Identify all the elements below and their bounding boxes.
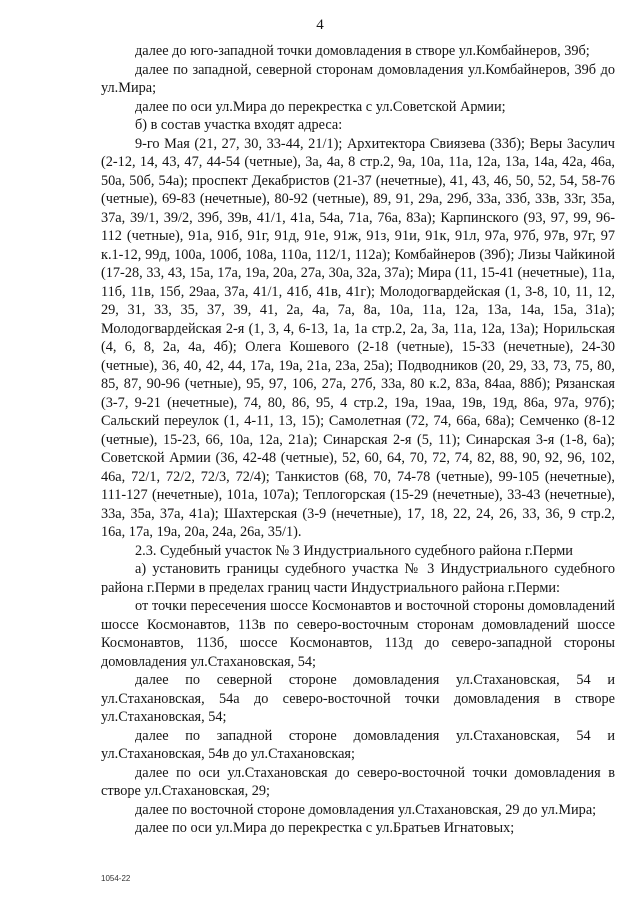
paragraph: от точки пересечения шоссе Космонавтов и восточной стороны домовладений шоссе Космонавтов, 113в по северо-восточным сторонам домовладений шоссе Космонавтов, 113б, шоссе Космонавтов, 113д до северо-западной стороны домовладения ул.Стахановская, 54; bbox=[101, 598, 615, 670]
page-number: 4 bbox=[316, 17, 324, 33]
section-heading: 2.3. Судебный участок № 3 Индустриального судебного района г.Перми bbox=[135, 542, 573, 559]
paragraph: далее по северной стороне домовладения ул.Стахановская, 54 и ул.Стахановская, 54а до северо-восточной точки домовладения в створе ул.Стахановская, 54; bbox=[101, 672, 615, 725]
document-body bbox=[101, 42, 615, 838]
paragraph: далее по оси ул.Стахановская до северо-восточной точки домовладения в створе ул.Стахановская, 29; bbox=[101, 764, 615, 799]
document-code: 1054-22 bbox=[101, 874, 131, 883]
paragraph: далее до юго-западной точки домовладения в створе ул.Комбайнеров, 39б; bbox=[135, 43, 590, 59]
paragraph: б) в состав участка входят адреса: bbox=[135, 117, 343, 133]
paragraph: далее по восточной стороне домовладения ул.Стахановская, 29 до ул.Мира; bbox=[135, 801, 597, 818]
paragraph: а) установить границы судебного участка № 3 Индустриального судебного района г.Перми в пределах границ части Индустриального района г.Перми: bbox=[101, 561, 615, 596]
paragraph: далее по оси ул.Мира до перекрестка с ул.Братьев Игнатовых; bbox=[135, 820, 515, 836]
paragraph: далее по западной, северной сторонам домовладения ул.Комбайнеров, 39б до ул.Мира; bbox=[101, 61, 615, 96]
address-list-paragraph: 9-го Мая (21, 27, 30, 33-44, 21/1); Архитектора Свиязева (33б); Веры Засулич (2-12, 14, 43, 47, 44-54 (четные), 3а, 4а, 8 стр.2, 9а, 10а, 11а, 12а, 13а, 14а, 42а, 46а, 50а, 50б, 54а); проспект Декабристов (21-37 (нечетные), 41, 43, 46, 50, 52, 54, 58-76 (четные), 69-83 (нечетные), 80-92 (четные), 89, 91, 29а, 29б, 33а, 33б, 33в, 33г, 35а, 37а, 39/1, 39/2, 39б, 39в, 41/1, 41а, 54а, 71а, 76а, 83а); Карпинского (93, 97, 99, 96-112 (четные), 91а, 91б, 91г, 91д, 91е, 91ж, 91з, 91и, 91к, 91л, 97а, 97б, 97в, 97г, 97 к.1-12, 99д, 100а, 100б, 108а, 110а, 112/1, 112а); Комбайнеров (39б); Лизы Чайкиной (17-28, 33, 43, 15а, 17а, 19а, 20а, 27а, 30а, 32а, 37а); Мира (11, 15-41 (нечетные), 11а, 11б, 11в, 15б, 29аа, 37а, 41/1, 41б, 41в, 41г); Молодогвардейская (1, 3-8, 10, 11, 12, 29, 31, 33, 35, 37, 39, 41, 2а, 4а, 7а, 8а, 10а, 11а, 12а, 13а, 14а, 15а, 31а); Молодогвардейская 2-я (1, 3, 4, 6-13, 1а, 1а стр.2, 2а, 3а, 11а, 12а, 13а); Норильская (4, 6, 8, 2а, 4а, 4б); Олега Кошевого (2-18 (четные), 15-33 (нечетные), 24-30 (четные), 36, 40, 42, 44, 17а, 19а, 21а, 23а, 25а); Подводников (20, 29, 33, 73, 75, 80, 85, 87, 90-96 (четные), 95, 97, 106, 27а, 27б, 33а, 80 к.2, 83а, 84аа, 88б); Рязанская (3-7, 9-21 (нечетные), 74, 80, 86, 95, 4 стр.2, 19а, 19аа, 19в, 19д, 86а, 97а, 97б); Сальский переулок (1, 4-11, 13, 15); Самолетная (72, 74, 66а, 68а); Семченко (8-12 (четные), 15-23, 66, 10а, 12а, 21а); Синарская 2-я (5, 11); Синарская 3-я (1-8, 6а); Советской Армии (36, 42-48 (четные), 52, 60, 64, 70, 72, 74, 82, 88, 90, 92, 96, 102, 46а, 72/1, 72/2, 72/3, 72/4); Танкистов (68, 70, 74-78 (четные), 99-105 (нечетные), 111-127 (нечетные), 101а, 107а); Теплогорская (15-29 (нечетные), 33-43 (нечетные), 33а, 35а, 37а, 41а); Шахтерская (3-9 (нечетные), 17, 18, 22, 24, 26, 33, 36, 9 стр.2, 16а, 17а, 19а, 20а, 24а, 26а, 35/1). bbox=[101, 135, 615, 540]
paragraph: далее по западной стороне домовладения ул.Стахановская, 54 и ул.Стахановская, 54в до ул.Стахановская; bbox=[101, 727, 615, 762]
paragraph: далее по оси ул.Мира до перекрестка с ул.Советской Армии; bbox=[135, 98, 506, 115]
